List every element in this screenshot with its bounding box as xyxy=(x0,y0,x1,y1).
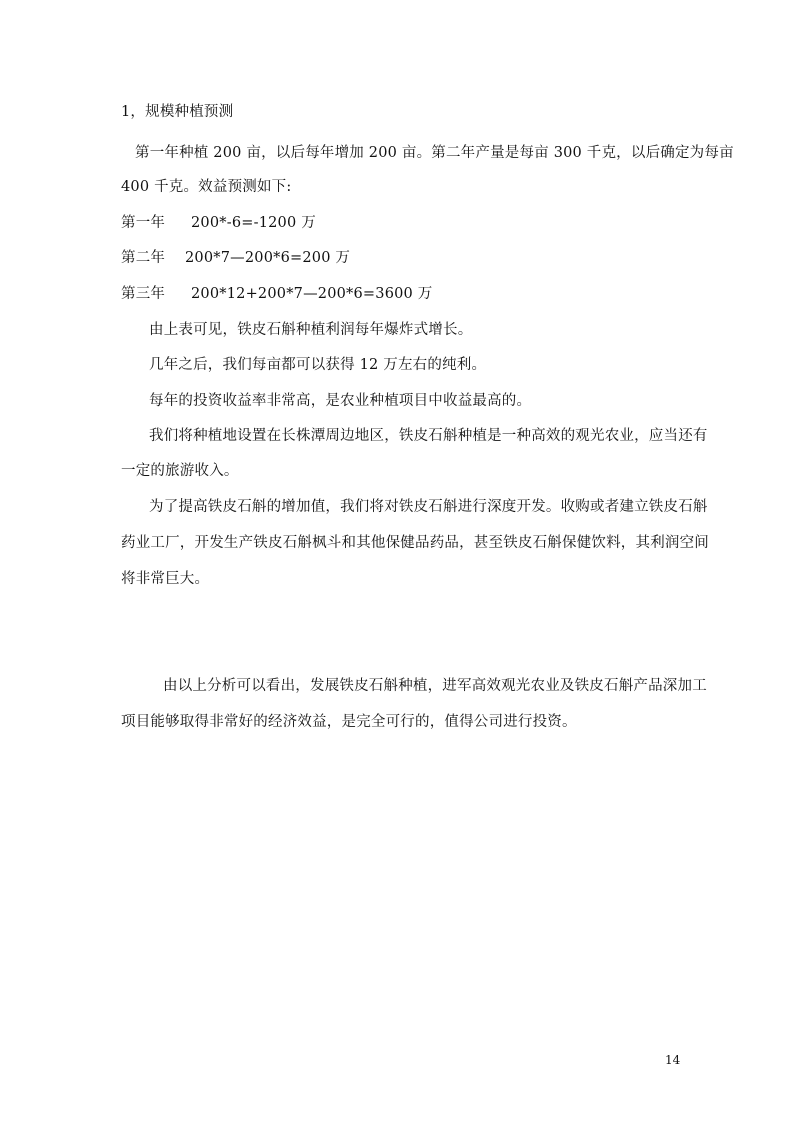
forecast-formula: 200*7—200*6=200 万 xyxy=(185,250,351,266)
conclusion-line-1: 由以上分析可以看出，发展铁皮石斛种植，进军高效观光农业及铁皮石斛产品深加工 xyxy=(163,678,707,694)
forecast-row-year-3 xyxy=(121,284,433,304)
development-paragraph-line-1: 为了提高铁皮石斛的增加值，我们将对铁皮石斛进行深度开发。收购或者建立铁皮石斛 xyxy=(149,499,708,515)
forecast-year-label: 第二年 xyxy=(121,250,166,266)
page-number: 14 xyxy=(665,1053,681,1067)
tourism-paragraph-line-2: 一定的旅游收入。 xyxy=(121,463,239,479)
forecast-year-label: 第一年 xyxy=(121,215,166,231)
planting-plan-line-1: 第一年种植 200 亩，以后每年增加 200 亩。第二年产量是每亩 300 千克，以后确定为每亩 xyxy=(135,145,734,161)
tourism-paragraph-line-1: 我们将种植地设置在长株潭周边地区，铁皮石斛种植是一种高效的观光农业，应当还有 xyxy=(149,428,708,444)
forecast-formula: 200*-6=-1200 万 xyxy=(191,215,316,231)
planting-plan-line-2: 400 千克。效益预测如下: xyxy=(121,179,292,195)
growth-paragraph: 由上表可见，铁皮石斛种植利润每年爆炸式增长。 xyxy=(149,322,473,338)
conclusion-line-2: 项目能够取得非常好的经济效益，是完全可行的，值得公司进行投资。 xyxy=(121,714,577,730)
forecast-row-year-1 xyxy=(121,213,316,233)
development-paragraph-line-3: 将非常巨大。 xyxy=(121,571,210,587)
forecast-row-year-2 xyxy=(121,248,350,268)
forecast-formula: 200*12+200*7—200*6=3600 万 xyxy=(191,286,433,302)
development-paragraph-line-2: 药业工厂，开发生产铁皮石斛枫斗和其他保健品药品，甚至铁皮石斛保健饮料，其利润空间 xyxy=(121,535,709,551)
forecast-year-label: 第三年 xyxy=(121,286,166,302)
profit-paragraph: 几年之后，我们每亩都可以获得 12 万左右的纯利。 xyxy=(149,357,487,373)
return-paragraph: 每年的投资收益率非常高，是农业种植项目中收益最高的。 xyxy=(149,393,532,409)
section-heading: 1，规模种植预测 xyxy=(121,104,234,120)
